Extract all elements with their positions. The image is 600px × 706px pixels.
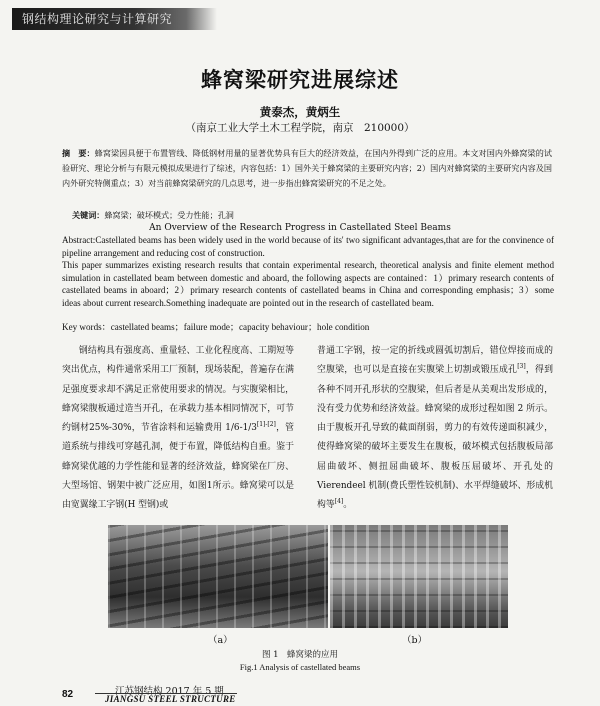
- abstract-label: 摘 要：: [62, 148, 95, 158]
- section-header-band: 钢结构理论研究与计算研究: [12, 8, 217, 30]
- abstract-text: 蜂窝梁因具便于布置管线、降低钢材用量的显著优势具有巨大的经济效益，在国内外得到广泛的应用。本文对国内外蜂窝梁的试验研究、理论分析与有限元模拟成果进行了综述，内容包括：1）国外关于蜂窝梁的主要研究内容；2）国内对蜂窝梁的主要研究内容及国内外研究特侧重点；3）对当前蜂窝梁研究的几点思考，进一步指出蜂窝梁研究的不足之处。: [62, 148, 552, 189]
- keywords-text: 蜂窝梁；破坏模式；受力性能；孔洞: [104, 210, 234, 220]
- english-abstract: [62, 234, 554, 309]
- english-abstract-p2: This paper summarizes existing research results that contain experimental research, theoretical analysis and finite element method simulation in castellated beam between domestic and aboard, the following aspects are contained：1）primary research contents of castellated beams in aboard；2）primary research contents of castellated beams in China and corresponding emphasis；3）some ideas about current research.Something inadequate are pointed out in the research of castellated beam.: [62, 260, 554, 308]
- page-number: 82: [62, 689, 74, 700]
- figure-caption-english: Fig.1 Analysis of castellated beams: [239, 662, 361, 672]
- keywords-label: 关键词：: [72, 210, 105, 220]
- article-title: 蜂窝梁研究进展综述: [201, 68, 399, 92]
- figure-caption-chinese: 图 1 蜂窝梁的应用: [261, 650, 339, 660]
- journal-name-english: JIANGSU STEEL STRUCTURE: [105, 694, 236, 704]
- citation-ref: [3]: [517, 363, 526, 371]
- citation-ref: [4]: [334, 498, 344, 506]
- english-abstract-p1: Abstract:Castellated beams has been widely used in the world because of its' two significant advantages,that are for the convinence of pipeline arrangement and reducing cost of construction.: [62, 235, 554, 258]
- citation-ref: [1]-[2]: [256, 421, 276, 429]
- body-paragraph: 普通工字钢，按一定的折线或圆弧切割后，错位焊接而成的空腹梁，也可以是直接在实腹梁上切割或锻压成孔[3]，得到各种不同开孔形状的空腹梁，但后者是从美观出发形成的，没有受力优势和经济效益。蜂窝梁的成形过程如图 2 所示。由于腹板开孔导致的截面削弱，剪力的有效传递面积减少，使得蜂窝梁的破坏主要发生在腹板，破坏模式包括腹板局部屈曲破坏、侧扭屈曲破坏、腹板压屈破坏、开孔处的 Vierendeel 机制(费氏塑性铰机制)、水平焊缝破坏、形成机构等[4]。: [317, 346, 554, 511]
- figure-1b-photo: [330, 525, 508, 628]
- figure-1b-label: （b）: [402, 635, 428, 646]
- body-column-left: [62, 342, 294, 516]
- article-affiliation: （南京工业大学土木工程学院，南京 210000）: [185, 122, 415, 134]
- figure-1a-label: （a）: [208, 635, 233, 646]
- journal-name-chinese: 江苏钢结构 2017 年 5 期: [115, 686, 224, 697]
- body-paragraph: 钢结构具有强度高、重量轻、工业化程度高、工期短等突出优点，构件通常采用工厂预制，现场装配，普遍存在满足强度要求却不满足正常使用要求的情况。与实腹梁相比，蜂窝梁腹板通过造当开孔，在承载力基本相同情况下，可节约钢材25%-30%，节省涂料和运输费用 1/6-1/3[1]-[2]，管道系统与排线可穿越孔洞，便于布置，降低结构自重。鉴于蜂窝梁优越的力学性能和显著的经济效益，蜂窝梁在厂房、大型场馆、钢架中被广泛应用，如图1所示。蜂窝梁可以是由宽翼缘工字钢(H 型钢)或: [62, 346, 294, 511]
- english-title: An Overview of the Research Progress in Castellated Steel Beams: [149, 223, 451, 233]
- english-keywords: Key words：castellated beams；failure mode；capacity behaviour；hole condition: [62, 322, 370, 332]
- figure-1a-photo: [108, 525, 328, 628]
- body-column-right: [317, 342, 553, 516]
- abstract-chinese: [62, 146, 552, 192]
- keywords-chinese: [72, 209, 552, 222]
- article-authors: 黄泰杰，黄炳生: [259, 105, 341, 119]
